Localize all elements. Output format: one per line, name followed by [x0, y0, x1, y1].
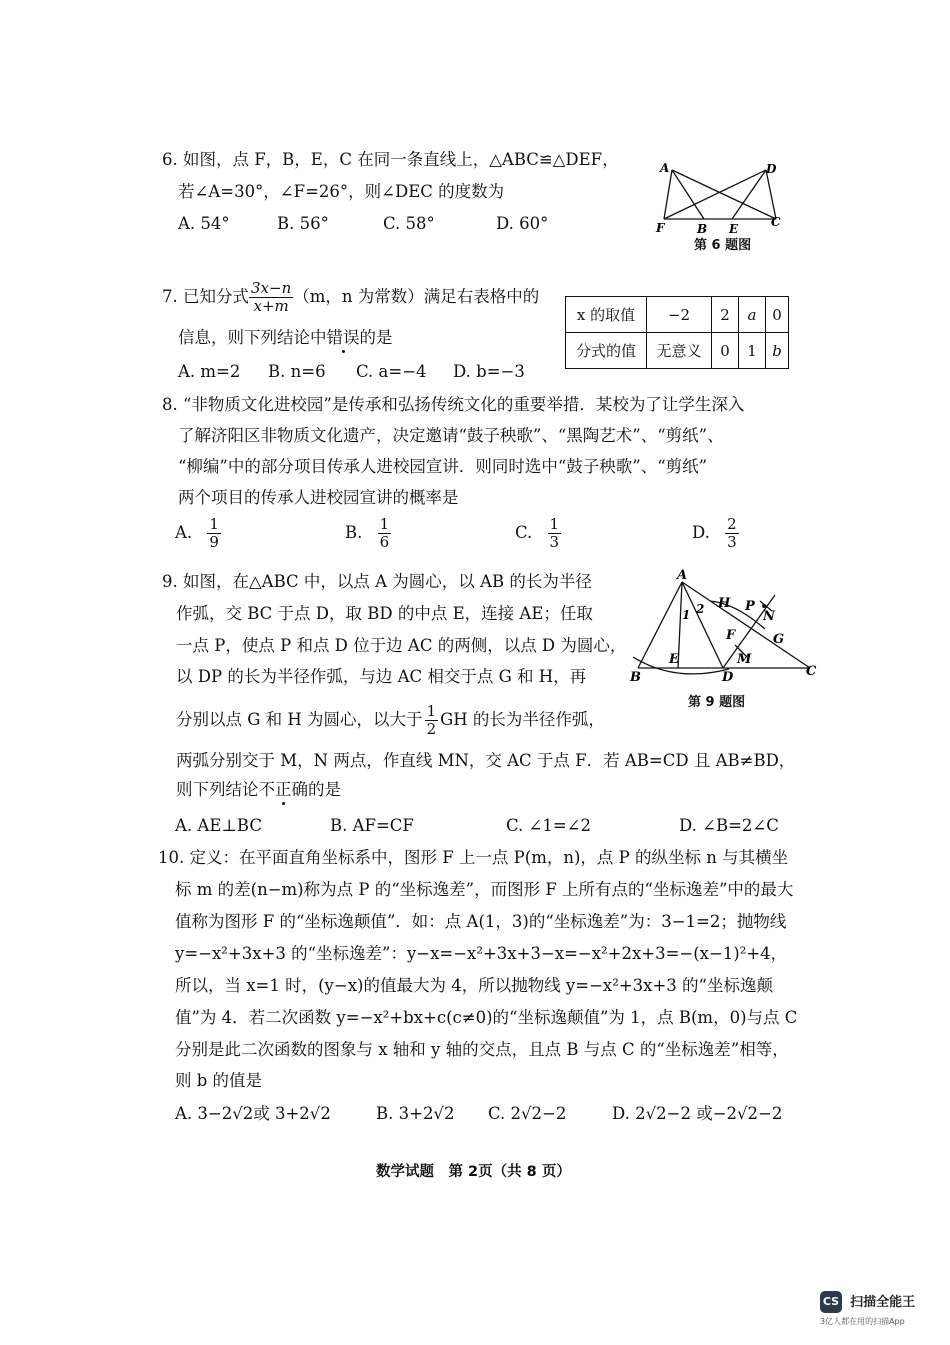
q6-figure [650, 155, 790, 240]
q7-table-row [566, 297, 789, 333]
q9-half-fraction [425, 703, 439, 738]
q7-frac-num: 3x−n [251, 279, 292, 297]
q7-cell: 分式的值 [566, 333, 647, 369]
q7-option-d: D. b=−3 [453, 362, 525, 381]
camscanner-logo: CS [820, 1291, 842, 1313]
q10-line: 标 m 的差(n−m)称为点 P 的“坐标逸差”，而图形 F 上所有点的“坐标逸差”中的最大 [175, 880, 794, 899]
q8-num: 2 [727, 515, 737, 533]
q7-cell: 1 [739, 333, 766, 369]
q6-line2: 若∠A=30°，∠F=26°，则∠DEC 的度数为 [178, 182, 505, 201]
q7-option-a: A. m=2 [178, 362, 241, 381]
q9-angle-1: 1 [682, 608, 691, 622]
q10-line: 值”为 4．若二次函数 y=−x²+bx+c(c≠0)的“坐标逸颠值”为 1，点 B(m，0)与点 C [175, 1008, 798, 1027]
q7-fraction [249, 280, 293, 315]
q9-line7-b: 的是 [308, 780, 341, 799]
q7-option-b: B. n=6 [268, 362, 326, 381]
q10-line: 值称为图形 F 的“坐标逸颠值”．如：点 A(1，3)的“坐标逸差”为：3−1=2；抛物线 [175, 912, 787, 931]
q8-den: 3 [727, 533, 737, 551]
q10-option-b: B. 3+2√2 [376, 1104, 455, 1123]
q7-option-c: C. a=−4 [356, 362, 427, 381]
q8-line: 8. “非物质文化进校园”是传承和弘扬传统文化的重要举措．某校为了让学生深入 [162, 395, 745, 414]
q6-label-f: F [656, 221, 665, 235]
q9-label-h: H [718, 596, 731, 611]
q9-line5-b: GH 的长为半径作弧， [440, 710, 605, 729]
q9-line: 9. 如图，在△ABC 中，以点 A 为圆心，以 AB 的长为半径 [162, 572, 592, 591]
q7-cell: x 的取值 [566, 297, 647, 333]
q9-label-g: G [773, 632, 785, 647]
q7-cell: 2 [712, 297, 739, 333]
q9-line7-a: 则下列结论 [176, 780, 259, 799]
q8-num: 1 [549, 515, 560, 533]
watermark-title: 扫描全能王 [850, 1295, 916, 1310]
q8-den: 3 [549, 533, 560, 551]
q9-label-n: N [763, 609, 775, 624]
q7-suffix: （m，n 为常数）满足右表格中的 [293, 287, 540, 306]
q9-label-p: P [745, 599, 755, 614]
q9-option-d: D. ∠B=2∠C [679, 816, 779, 835]
q7-line2-b: 的是 [359, 328, 393, 347]
q8-option-fraction [378, 516, 392, 551]
q8-option-b [345, 516, 391, 551]
q9-line5-a: 分别以点 G 和 H 为圆心，以大于 [176, 710, 423, 729]
q9-figure [625, 565, 830, 690]
q7-stem [162, 280, 539, 315]
q7-cell: a [739, 297, 766, 333]
q8-option-fraction [725, 516, 739, 551]
q6-line1: 6. 如图，点 F，B，E，C 在同一条直线上，△ABC≌△DEF， [162, 150, 619, 169]
q9-label-a: A [677, 568, 688, 583]
q6-option-a: A. 54° [178, 214, 230, 233]
q7-line2-a: 信息，则下列结论中 [178, 328, 327, 347]
q6-caption: 第 6 题图 [694, 238, 752, 253]
q6-label-b: B [697, 222, 708, 236]
q8-line: 了解济阳区非物质文化遗产，决定邀请“鼓子秧歌”、“黑陶艺术”、“剪纸”、 [178, 426, 724, 445]
scanner-watermark [820, 1290, 915, 1327]
q9-line: 一点 P，使点 P 和点 D 位于边 AC 的两侧，以点 D 为圆心， [176, 636, 627, 655]
q9-caption: 第 9 题图 [688, 695, 746, 710]
q8-option-fraction [207, 516, 221, 551]
q8-option-c [515, 516, 561, 551]
q10-option-d: D. 2√2−2 或−2√2−2 [612, 1104, 783, 1123]
q8-num: 1 [209, 515, 219, 533]
q7-line2-emphasis: 错误 [326, 328, 360, 347]
q8-line: “柳编”中的部分项目传承人进校园宣讲．则同时选中“鼓子秧歌”、“剪纸” [178, 457, 708, 476]
q8-option-d [692, 516, 739, 551]
q9-half-den: 2 [426, 720, 437, 738]
q9-line7-emphasis: 不正确 [258, 780, 308, 799]
page-footer: 数学试题 第 2页（共 8 页） [376, 1164, 571, 1180]
q8-option-label: A. [175, 523, 193, 542]
q9-label-b: B [630, 670, 641, 685]
q7-line2 [178, 328, 393, 348]
q9-line6: 两弧分别交于 M，N 两点，作直线 MN，交 AC 于点 F．若 AB=CD 且 AB≠BD， [176, 751, 796, 770]
watermark-subtitle: 3亿人都在用的扫描App [820, 1317, 905, 1326]
q9-label-c: C [806, 664, 817, 679]
q9-line: 以 DP 的长为半径作弧，与边 AC 相交于点 G 和 H，再 [176, 667, 587, 686]
q7-frac-den: x+m [253, 297, 289, 315]
q9-option-c: C. ∠1=∠2 [506, 816, 591, 835]
q9-option-a: A. AE⊥BC [175, 816, 262, 835]
q8-option-label: D. [692, 523, 710, 542]
q8-line: 两个项目的传承人进校园宣讲的概率是 [178, 488, 459, 507]
q10-line: 则 b 的值是 [175, 1071, 263, 1090]
q8-num: 1 [379, 515, 390, 533]
q6-label-c: C [771, 215, 781, 229]
q10-option-c: C. 2√2−2 [488, 1104, 567, 1123]
q10-line: y=−x²+3x+3 的“坐标逸差”：y−x=−x²+3x+3−x=−x²+2x+3=−(x−1)²+4， [175, 944, 788, 963]
q7-cell: b [766, 333, 789, 369]
q8-option-label: C. [515, 523, 533, 542]
q8-den: 9 [209, 533, 219, 551]
q10-line: 分别是此二次函数的图象与 x 轴和 y 轴的交点，且点 B 与点 C 的“坐标逸差”相等， [175, 1040, 789, 1059]
q9-line7 [176, 780, 341, 800]
q7-prefix: 7. 已知分式 [162, 287, 249, 306]
q9-line: 作弧，交 BC 于点 D，取 BD 的中点 E，连接 AE；任取 [176, 604, 593, 623]
q6-label-d: D [766, 162, 777, 176]
q9-angle-2: 2 [696, 602, 705, 616]
q9-label-m: M [737, 652, 752, 667]
q9-half-num: 1 [426, 702, 437, 720]
q9-option-b: B. AF=CF [330, 816, 414, 835]
q9-label-e: E [669, 652, 679, 667]
q7-cell: 0 [712, 333, 739, 369]
q8-option-label: B. [345, 523, 363, 542]
q7-table-row [566, 333, 789, 369]
q7-cell: −2 [647, 297, 712, 333]
q6-option-c: C. 58° [383, 214, 435, 233]
q8-option-fraction [548, 516, 562, 551]
q6-option-b: B. 56° [277, 214, 329, 233]
q9-line5 [176, 703, 605, 738]
q6-label-e: E [729, 222, 739, 236]
q10-line: 所以，当 x=1 时，(y−x)的值最大为 4，所以抛物线 y=−x²+3x+3 的“坐标逸颠 [175, 976, 773, 995]
q9-label-f: F [726, 628, 736, 643]
q10-line: 10. 定义：在平面直角坐标系中，图形 F 上一点 P(m，n)，点 P 的纵坐标 n 与其横坐 [158, 848, 789, 867]
q7-cell: 0 [766, 297, 789, 333]
q9-label-d: D [722, 670, 734, 685]
q7-table [565, 296, 789, 369]
q8-den: 6 [379, 533, 390, 551]
q6-label-a: A [660, 161, 670, 175]
q7-cell: 无意义 [647, 333, 712, 369]
q8-option-a [175, 516, 221, 551]
q6-option-d: D. 60° [496, 214, 549, 233]
q10-option-a: A. 3−2√2或 3+2√2 [175, 1104, 331, 1123]
